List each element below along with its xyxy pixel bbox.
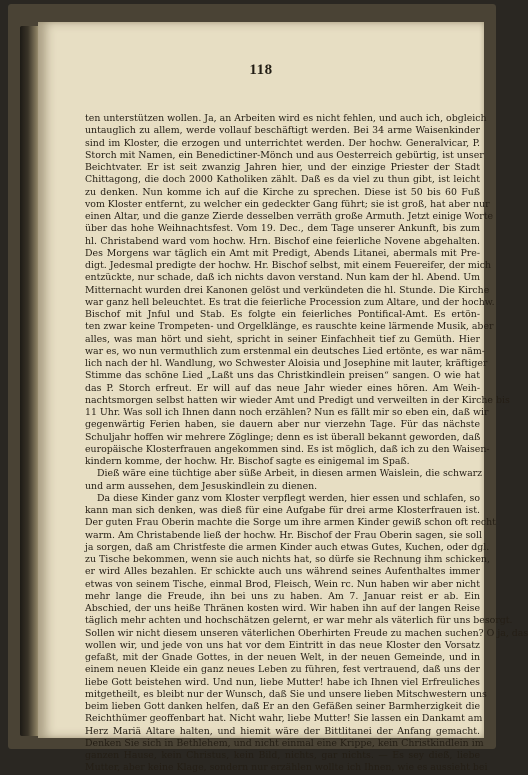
text-line: digt. Jedesmal predigte der hochw. Hr. Bischof selbst, mit einem Feuereifer, der mich <box>85 260 492 271</box>
text-line: ten unterstützen wollen. Ja, an Arbeiten wird es nicht fehlen, und auch ich, obgleich <box>85 113 487 124</box>
text-line: gegenwärtig Ferien haben, sie dauern aber nur vierzehn Tage. Für das nächste <box>85 419 480 431</box>
page-number: 118 <box>249 62 273 78</box>
text-line: 11 Uhr. Was soll ich Ihnen dann noch erzählen? Nun es fällt mir so eben ein, daß wir <box>85 407 489 418</box>
text-line: das P. Storch erfreut. Er will auf das neue Jahr wieder eines hören. Am Weih- <box>85 382 480 394</box>
text-line: war ganz hell beleuchtet. Es trat die feierliche Procession zum Altare, und der hochw. <box>85 296 495 308</box>
text-line: Der guten Frau Oberin machte die Sorge um ihre armen Kinder gewiß schon oft recht <box>85 517 496 529</box>
text-line: beim lieben Gott danken helfen, daß Er an den Gefäßen seiner Barmherzigkeit die <box>85 701 480 712</box>
text-line: über das hohe Weihnachtsfest. Vom 19. Dec., dem Tage unserer Ankunft, bis zum <box>85 223 480 235</box>
text-line: Beichtvater. Er ist seit zwanzig Jahren hier, und der einzige Priester der Stadt <box>85 162 480 173</box>
text-line: gefaßt, mit der Gnade Gottes, in der neuen Welt, in der neuen Gemeinde, und in <box>85 652 480 663</box>
text-line: entzückte, nur schade, daß ich nichts davon verstand. Nun kam der hl. Abend. Um <box>85 272 480 284</box>
text-line: Dieß wäre eine tüchtige aber süße Arbeit, in diesen armen Waislein, die schwarz <box>97 468 483 480</box>
text-line: Reichthümer geoffenbart hat. Nicht wahr, liebe Mutter! Sie lassen ein Dankamt am <box>85 713 483 725</box>
text-line: war es, wo nun vermuthlich zum erstenmal ein deutsches Lied ertönte, es war näm- <box>85 345 485 357</box>
text-line: Des Morgens war täglich ein Amt mit Predigt, Abends Litanei, abermals mit Pre- <box>85 247 480 259</box>
text-line: Sollen wir nicht diesem unseren väterlichen Oberhirten Freude zu machen suchen? O ja, das <box>85 627 528 639</box>
text-line: Stimme das schöne Lied „Laßt uns das Christkindlein preisen“ sangen. O wie hat <box>85 370 480 382</box>
book-spine <box>20 26 40 736</box>
text-line: ganzen Hause, kein Christus, kein Bild, nichts, gar nichts. — Es sey dieß, liebe <box>85 750 480 761</box>
text-line: etwas von seinem Tische, einmal Brod, Fleisch, Wein rc. Nun haben wir aber nicht <box>85 578 480 590</box>
text-line: lich nach der hl. Wandlung, wo Schwester Aloisia und Josephine mit lauter, kräftiger <box>85 358 488 369</box>
text-line: hl. Christabend ward vom hochw. Hrn. Bischof eine feierliche Novene abgehalten. <box>85 235 480 247</box>
text-line: einem neuen Kleide ein ganz neues Leben zu führen, fest vertrauend, daß uns der <box>85 664 480 676</box>
text-line: Schuljahr hoffen wir mehrere Zöglinge; denn es ist überall bekannt geworden, daß <box>85 431 481 443</box>
text-line: sind im Kloster, die erzogen und unterrichtet werden. Der hochw. Generalvicar, P. <box>85 137 480 149</box>
text-line: Mutter, aber keine Klage, sondern nur erzählen wollte ich Ihnen, wie es aussieht bei <box>85 762 488 774</box>
text-line: er wird Alles bezahlen. Er schickte auch uns während seines Aufenthaltes immer <box>85 566 480 578</box>
text-line: europäische Klosterfrauen angekommen sind. Es ist möglich, daß ich zu den Waisen- <box>85 443 490 455</box>
text-line: ja sorgen, daß am Christfeste die armen Kinder auch etwas Gutes, Kuchen, oder dgl. <box>85 541 490 553</box>
text-line: warm. Am Christabende ließ der hochw. Hr. Bischof der Frau Oberin sagen, sie soll <box>85 529 482 541</box>
text-line: wollen wir, und jede von uns hat vor dem Eintritt in das neue Kloster den Vorsatz <box>85 639 480 651</box>
text-line: liebe Gott beistehen wird. Und nun, liebe Mutter! habe ich Ihnen viel Erfreuliches <box>85 676 480 688</box>
text-line: vom Kloster entfernt, zu welcher ein gedeckter Gang führt; sie ist groß, hat aber nur <box>85 198 490 210</box>
text-line: Denken Sie sich in Bethlehem, und nicht einmal eine Krippe, kein Christkindlein im <box>85 737 484 749</box>
text-line: ten zwar keine Trompeten- und Orgelklänge, es rauschte keine lärmende Musik, aber <box>85 321 494 333</box>
page <box>38 22 528 774</box>
text-line: mitgetheilt, es bleibt nur der Wunsch, daß Sie und unsere lieben Mitschwestern uns <box>85 688 487 700</box>
text-line: einen Altar, und die ganze Zierde desselben verräth große Armuth. Jetzt einige Worte <box>85 211 494 222</box>
text-line: zu denken. Nun komme ich auf die Kirche zu sprechen. Diese ist 50 bis 60 Fuß <box>85 186 480 198</box>
text-line: Chittagong, die doch 2000 Katholiken zählt. Daß es da viel zu thun gibt, ist leicht <box>85 174 480 186</box>
body-text <box>85 113 528 775</box>
text-line: Herz Mariä Altare halten, und hiemit wäre der Bittlitanei der Anfang gemacht. <box>85 725 480 737</box>
text-line: alles, was man hört und sieht, spricht in seiner Einfachheit tief zu Gemüth. Hier <box>85 333 480 345</box>
text-line: Abschied, der uns heiße Thränen kosten wird. Wir haben ihn auf der langen Reise <box>85 603 480 614</box>
text-line: kindern komme, der hochw. Hr. Bischof sagte es einigemal im Spaß. <box>85 456 410 467</box>
text-line: täglich mehr achten und hochschätzen gelernt, er war mehr als väterlich für uns besorgt. <box>85 615 513 627</box>
text-line: Da diese Kinder ganz vom Kloster verpflegt werden, hier essen und schlafen, so <box>97 492 480 504</box>
text-line: Mitternacht wurden drei Kanonen gelöst und verkündeten die hl. Stunde. Die Kirche <box>85 284 490 296</box>
text-line: mehr lange die Freude, ihn bei uns zu haben. Am 7. Januar reist er ab. Ein <box>85 590 480 602</box>
text-line: und arm aussehen, dem Jesuskindlein zu dienen. <box>85 480 318 492</box>
text-line: Storch mit Namen, ein Benedictiner-Mönch und aus Oesterreich gebürtig, ist unser <box>85 149 484 161</box>
text-line: untauglich zu allem, werde vollauf beschäftigt werden. Bei 34 arme Waisenkinder <box>85 125 480 137</box>
text-line: zu Tische bekommen, wenn sie auch nichts hat, so dürfe sie Rechnung ihm schicken, <box>85 554 490 565</box>
text-line: kann man sich denken, was dieß für eine Aufgabe für drei arme Klosterfrauen ist. <box>85 505 480 516</box>
text-line: Bischof mit Jnful und Stab. Es folgte ein feierliches Pontifical-Amt. Es ertön- <box>85 309 480 320</box>
text-line: nachtsmorgen selbst hatten wir wieder Amt und Predigt und verweilten in der Kirche bis <box>85 394 510 406</box>
